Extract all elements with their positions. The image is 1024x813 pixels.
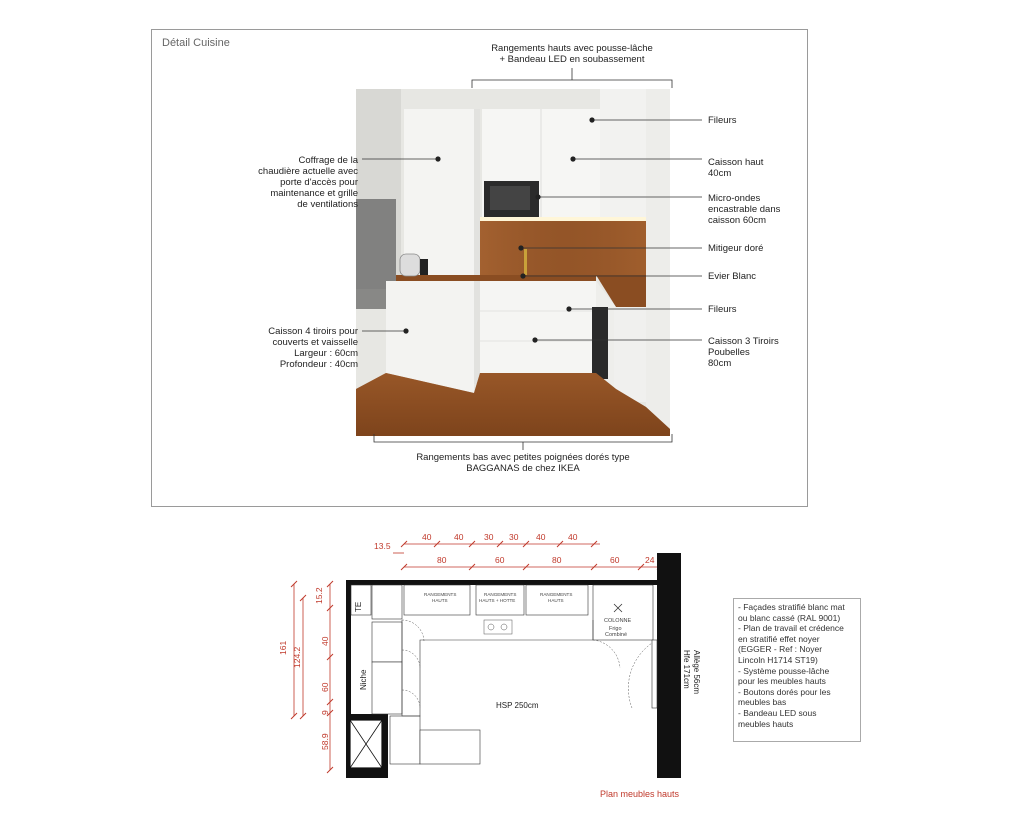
annotation-top-line2: + Bandeau LED en soubassement bbox=[499, 54, 645, 65]
annotation-caisson4-line2: couverts et vaisselle bbox=[272, 337, 358, 348]
note-line-9: - Boutons dorés pour les bbox=[738, 686, 831, 697]
annotation-caisson-haut-line1: Caisson haut bbox=[708, 157, 764, 168]
dim-top-6: 40 bbox=[568, 532, 578, 542]
annotation-micro-ondes-line3: caisson 60cm bbox=[708, 215, 767, 226]
annotation-coffrage-line2: chaudière actuelle avec bbox=[258, 166, 358, 177]
annotation-evier: Evier Blanc bbox=[708, 271, 757, 282]
annotation-fileurs-2: Fileurs bbox=[708, 304, 737, 315]
annotation-caisson4-line3: Largeur : 60cm bbox=[294, 348, 358, 359]
dim-left-58-9: 58.9 bbox=[320, 733, 330, 750]
plan-label-colonne: COLONNE bbox=[604, 618, 632, 624]
note-line-1: - Façades stratifié blanc mat bbox=[738, 602, 845, 612]
dim-top-2: 40 bbox=[454, 532, 464, 542]
annotation-caisson4-line1: Caisson 4 tiroirs pour bbox=[268, 326, 358, 337]
plan-label-niche: Niche bbox=[359, 669, 368, 690]
plan-label-rangements-hauts-2-line1: RANGEMENTS bbox=[540, 592, 573, 597]
plan-label-te: TE bbox=[354, 601, 363, 612]
frame-title: Détail Cuisine bbox=[162, 37, 230, 49]
plan-label-rangements-hauts-1-line2: HAUTS bbox=[432, 598, 448, 603]
annotation-coffrage-line3: porte d'accès pour bbox=[280, 177, 358, 188]
dim-top-1: 40 bbox=[422, 532, 432, 542]
dim-mid-5: 24 bbox=[645, 555, 655, 565]
note-line-4: en stratifié effet noyer bbox=[738, 633, 820, 644]
note-line-12: meubles hauts bbox=[738, 718, 794, 729]
annotation-caisson3-line3: 80cm bbox=[708, 358, 732, 369]
dim-mid-2: 60 bbox=[495, 555, 505, 565]
plan-label-rangements-hotte-line2: HAUTS + HOTTE bbox=[479, 598, 516, 603]
dim-left-40: 40 bbox=[320, 636, 330, 646]
plan-label-rangements-hotte-line1: RANGEMENTS bbox=[484, 592, 517, 597]
annotation-caisson3-line1: Caisson 3 Tiroirs bbox=[708, 336, 779, 347]
annotation-caisson4-line4: Profondeur : 40cm bbox=[279, 359, 358, 370]
note-line-6: Lincoln H1714 ST19) bbox=[738, 654, 818, 665]
specifications-notes bbox=[733, 598, 861, 742]
dim-top-3: 30 bbox=[484, 532, 494, 542]
annotation-caisson-haut-line2: 40cm bbox=[708, 168, 732, 179]
annotation-top-line1: Rangements hauts avec pousse-lâche bbox=[491, 43, 653, 54]
dim-left-15-2: 15.2 bbox=[314, 587, 324, 604]
dim-mid-1: 80 bbox=[437, 555, 447, 565]
note-line-3: - Plan de travail et crédence bbox=[738, 623, 844, 634]
annotation-coffrage-line1: Coffrage de la bbox=[298, 155, 358, 166]
annotation-bottom-line1: Rangements bas avec petites poignées dorés type bbox=[416, 452, 630, 463]
dim-left-124-2: 124.2 bbox=[292, 646, 302, 668]
note-line-8: pour les meubles hauts bbox=[738, 676, 826, 687]
plan-label-window-line1: Hfe 171cm bbox=[682, 650, 691, 689]
plan-label-rangements-hauts-2-line2: HAUTS bbox=[548, 598, 564, 603]
annotation-caisson3-line2: Poubelles bbox=[708, 347, 750, 358]
annotation-bottom-line2: BAGGANAS de chez IKEA bbox=[466, 463, 580, 474]
note-line-2: ou blanc cassé (RAL 9001) bbox=[738, 612, 841, 623]
plan-label-window-line2: Allège 56cm bbox=[692, 650, 701, 695]
note-line-10: meubles bas bbox=[738, 697, 787, 708]
annotation-coffrage-line5: de ventilations bbox=[297, 199, 358, 210]
plan-label-hsp: HSP 250cm bbox=[496, 701, 539, 710]
dim-left-60: 60 bbox=[320, 682, 330, 692]
note-line-7: - Système pousse-lâche bbox=[738, 665, 830, 676]
dim-left-9: 9 bbox=[320, 710, 330, 715]
annotation-micro-ondes-line1: Micro-ondes bbox=[708, 193, 761, 204]
annotation-coffrage-line4: maintenance et grille bbox=[270, 188, 358, 199]
plan-label-frigo-line2: Combiné bbox=[605, 632, 628, 638]
plan-caption: Plan meubles hauts bbox=[600, 789, 680, 799]
dim-mid-4: 60 bbox=[610, 555, 620, 565]
annotation-mitigeur: Mitigeur doré bbox=[708, 243, 764, 254]
dim-top-4: 30 bbox=[509, 532, 519, 542]
dim-top-5: 40 bbox=[536, 532, 546, 542]
plan-label-rangements-hauts-1-line1: RANGEMENTS bbox=[424, 592, 457, 597]
dim-13-5: 13.5 bbox=[374, 541, 391, 551]
annotation-fileurs-1: Fileurs bbox=[708, 115, 737, 126]
dim-left-161: 161 bbox=[278, 640, 288, 655]
plan-label-frigo-line1: Frigo bbox=[609, 626, 622, 632]
dim-mid-3: 80 bbox=[552, 555, 562, 565]
annotation-micro-ondes-line2: encastrable dans bbox=[708, 204, 781, 215]
note-line-11: - Bandeau LED sous bbox=[738, 707, 817, 718]
note-line-5: (EGGER - Ref : Noyer bbox=[738, 644, 823, 655]
